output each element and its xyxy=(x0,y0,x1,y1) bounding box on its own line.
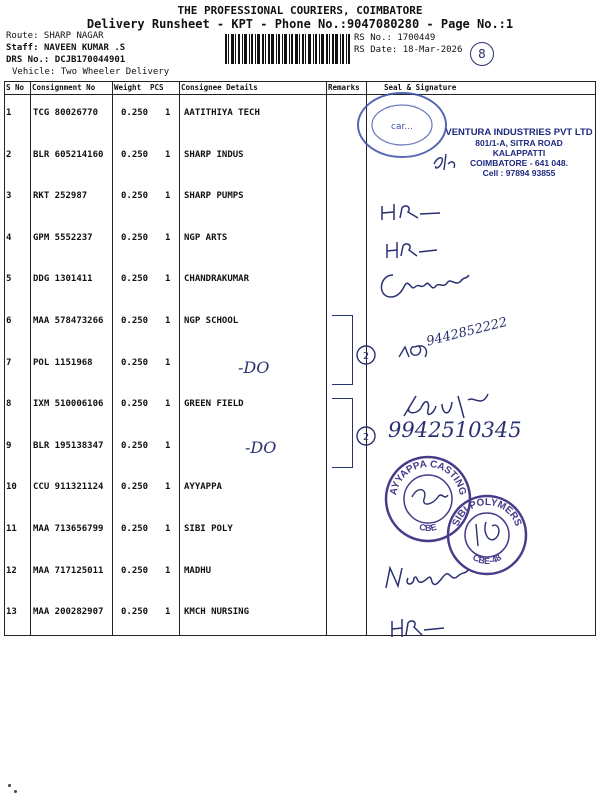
row-sno: 10 xyxy=(6,482,17,493)
drs-number: DCJB170044901 xyxy=(54,55,126,65)
speck xyxy=(8,784,11,787)
staff-label: Staff: xyxy=(6,43,39,53)
rs-number: RS No.: 1700449 xyxy=(354,33,436,43)
row-consignee: SIBI POLY xyxy=(184,524,233,534)
row-consignment: DDG 1301411 xyxy=(33,274,93,285)
table-row xyxy=(4,260,596,302)
row-pcs: 1 xyxy=(165,357,171,368)
circle-mark-row7 xyxy=(355,344,377,366)
row-consignment: MAA 717125011 xyxy=(33,565,104,576)
header-consignment: Consignment No xyxy=(32,83,96,92)
row-weight: 0.250 xyxy=(121,191,149,202)
row-consignment: RKT 252987 xyxy=(33,191,88,202)
phone-row7: 9442852222 xyxy=(425,314,509,350)
row-weight: 0.250 xyxy=(121,565,149,576)
staff-info xyxy=(6,43,125,53)
row-sno: 11 xyxy=(6,524,17,534)
row-weight: 0.250 xyxy=(121,274,149,285)
svg-text:CBE: CBE xyxy=(418,521,438,534)
row-sno: 6 xyxy=(6,316,12,326)
company-address-2: KALAPPATTI xyxy=(492,148,546,158)
row-weight: 0.250 xyxy=(121,482,149,493)
page-subtitle: Delivery Runsheet - KPT - Phone No.:9047080280 - Page No.:1 xyxy=(86,17,514,31)
svg-text:SIBI POLYMERS: SIBI POLYMERS xyxy=(450,496,524,528)
drs-info xyxy=(6,55,125,65)
row-sno: 5 xyxy=(6,274,12,285)
row-weight: 0.250 xyxy=(121,232,149,243)
signature-row4 xyxy=(378,200,448,224)
company-address-1: 801/1-A, SITRA ROAD xyxy=(475,138,563,148)
row-consignment: CCU 911321124 xyxy=(33,482,104,493)
row-weight: 0.250 xyxy=(121,440,149,451)
circled-page-count: 8 xyxy=(470,42,494,66)
row-pcs: 1 xyxy=(165,399,171,410)
table-row xyxy=(4,177,596,219)
bracket-rows-6-7 xyxy=(332,315,353,385)
row-pcs: 1 xyxy=(165,524,171,534)
row-consignment: POL 1151968 xyxy=(33,357,93,368)
row-sno: 12 xyxy=(6,565,17,576)
row-consignment: TCG 80026770 xyxy=(33,108,99,118)
signature-row2 xyxy=(430,150,470,175)
row-consignee: SHARP INDUS xyxy=(184,149,244,160)
row-pcs: 1 xyxy=(165,149,171,160)
row-pcs: 1 xyxy=(165,607,171,618)
svg-text:CBE-48: CBE-48 xyxy=(470,552,504,567)
company-phone: Cell : 97894 93855 xyxy=(482,168,556,178)
row-sno: 13 xyxy=(6,607,17,618)
row-weight: 0.250 xyxy=(121,149,149,160)
circle-mark-row9 xyxy=(355,425,377,447)
row-consignee: SHARP PUMPS xyxy=(184,191,244,202)
speck xyxy=(14,790,17,793)
row-consignment: BLR 195138347 xyxy=(33,440,104,451)
row-consignee: NGP ARTS xyxy=(184,232,228,243)
row-consignee: AYYAPPA xyxy=(184,482,222,493)
row-weight: 0.250 xyxy=(121,524,149,534)
row-consignment: MAA 713656799 xyxy=(33,524,104,534)
row-sno: 4 xyxy=(6,232,12,243)
page-title: THE PROFESSIONAL COURIERS, COIMBATORE xyxy=(177,4,423,17)
row-weight: 0.250 xyxy=(121,357,149,368)
drs-label: DRS No.: xyxy=(6,55,50,65)
row-consignee: CHANDRAKUMAR xyxy=(184,274,250,285)
table-row xyxy=(4,593,596,635)
staff-name: NAVEEN KUMAR .S xyxy=(43,43,126,53)
company-name: VENTURA INDUSTRIES PVT LTD xyxy=(445,127,593,138)
svg-text:2: 2 xyxy=(362,432,370,443)
row-sno: 1 xyxy=(6,108,12,118)
header-signature: Seal & Signature xyxy=(384,83,457,92)
row-consignment: MAA 578473266 xyxy=(33,316,104,326)
header-weight: Weight xyxy=(114,83,142,92)
row-consignment: IXM 510006106 xyxy=(33,399,104,410)
row-pcs: 1 xyxy=(165,191,171,202)
signature-row12 xyxy=(382,562,472,592)
row-weight: 0.250 xyxy=(121,108,149,118)
company-address-3: COIMBATORE - 641 048. xyxy=(470,158,568,168)
svg-text:2: 2 xyxy=(362,351,370,362)
row-sno: 8 xyxy=(6,399,12,410)
row-sno: 2 xyxy=(6,149,12,160)
phone-row9: 9942510345 xyxy=(388,418,522,442)
row-pcs: 1 xyxy=(165,316,171,326)
row-consignee: GREEN FIELD xyxy=(184,399,244,410)
row-sno: 9 xyxy=(6,440,12,451)
stamp1-center-text: car... xyxy=(391,122,413,132)
table-row xyxy=(4,344,596,386)
ditto-mark-row9: -DO xyxy=(245,438,277,457)
row-pcs: 1 xyxy=(165,440,171,451)
row-weight: 0.250 xyxy=(121,316,149,326)
row-consignee: KMCH NURSING xyxy=(184,607,250,618)
row-weight: 0.250 xyxy=(121,607,149,618)
row-consignment: BLR 605214160 xyxy=(33,149,104,160)
table-row xyxy=(4,219,596,261)
row-consignment: GPM 5552237 xyxy=(33,232,93,243)
row-pcs: 1 xyxy=(165,565,171,576)
header-consignee: Consignee Details xyxy=(181,83,258,92)
signature-row13 xyxy=(388,615,448,639)
route-label: Route: SHARP NAGAR xyxy=(6,31,104,41)
row-consignee: NGP SCHOOL xyxy=(184,316,239,326)
header-pcs: PCS xyxy=(150,83,164,92)
row-sno: 3 xyxy=(6,191,12,202)
row-pcs: 1 xyxy=(165,274,171,285)
row-weight: 0.250 xyxy=(121,399,149,410)
rs-date: RS Date: 18-Mar-2026 xyxy=(354,45,463,55)
signature-row5 xyxy=(383,238,443,260)
header-sno: S No xyxy=(6,83,25,92)
row-consignment: MAA 200282907 xyxy=(33,607,104,618)
header-remarks: Remarks xyxy=(328,83,360,92)
row-sno: 7 xyxy=(6,357,12,368)
row-pcs: 1 xyxy=(165,482,171,493)
row-pcs: 1 xyxy=(165,108,171,118)
ditto-mark-row7: -DO xyxy=(238,358,270,377)
row-pcs: 1 xyxy=(165,232,171,243)
vehicle-info: Vehicle: Two Wheeler Delivery xyxy=(12,67,170,77)
barcode xyxy=(225,34,350,64)
row-consignee: AATITHIYA TECH xyxy=(184,108,260,118)
bracket-rows-8-9 xyxy=(332,398,353,468)
svg-text:AYYAPPA CASTING: AYYAPPA CASTING xyxy=(388,458,468,497)
row-consignee: MADHU xyxy=(184,565,212,576)
signature-row6 xyxy=(375,265,475,305)
